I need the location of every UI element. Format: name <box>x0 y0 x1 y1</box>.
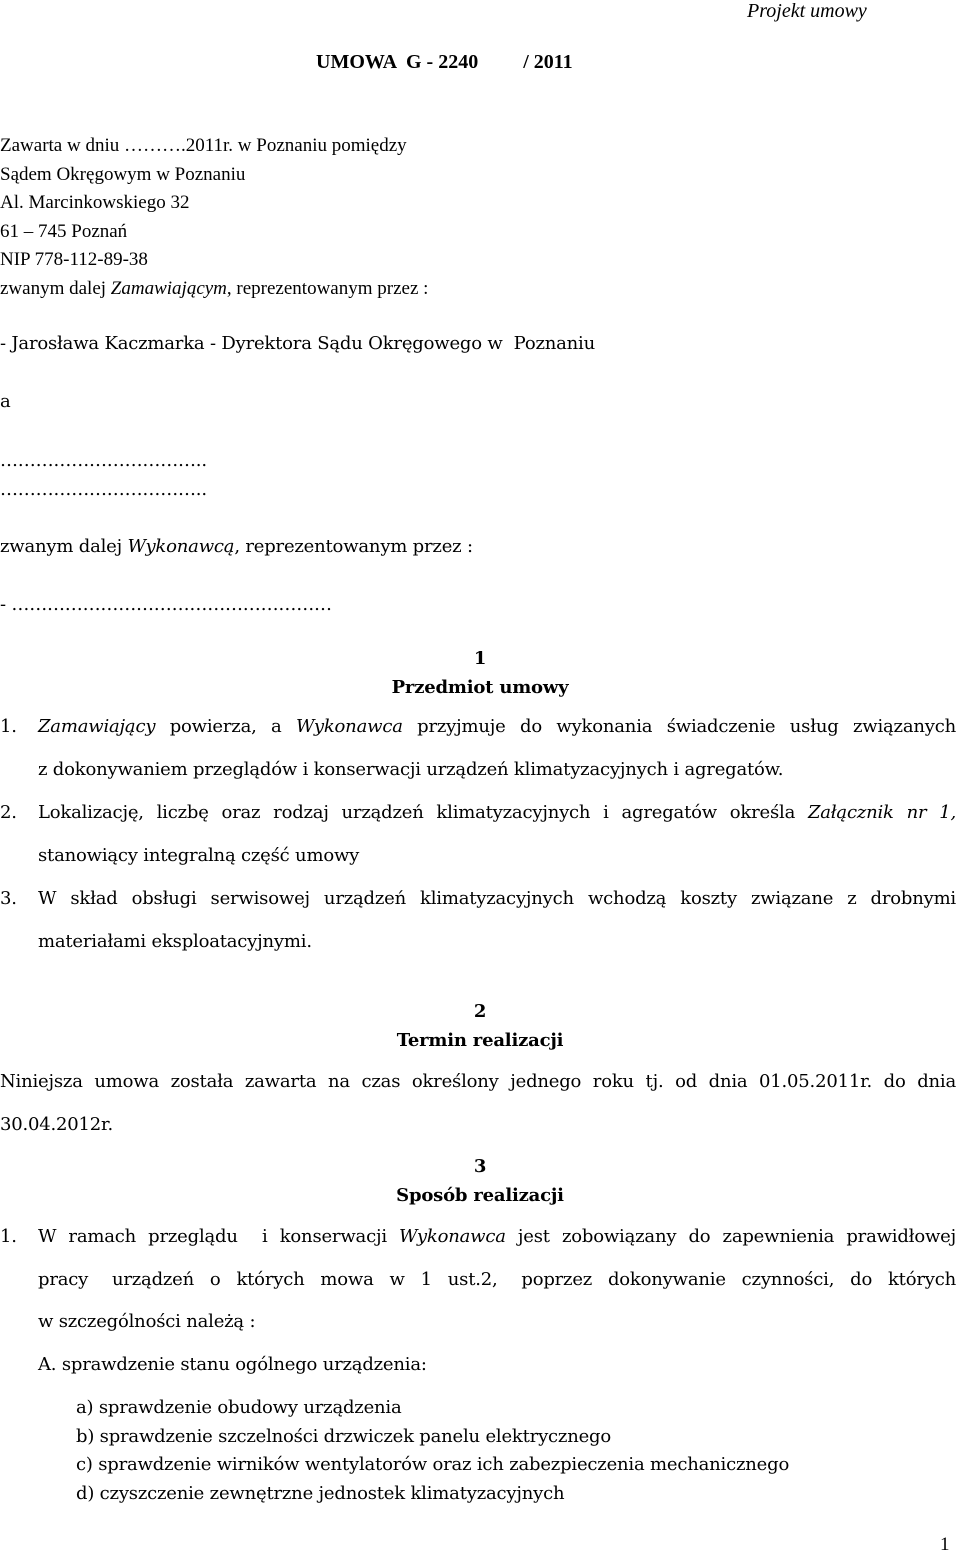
page-number: 1 <box>940 1534 950 1555</box>
court-street: Al. Marcinkowskiego 32 <box>0 192 190 213</box>
s3-p1-line2-a: pracy urządzeń o których mowa w <box>38 1269 413 1290</box>
s1-p1-line1 <box>38 716 956 737</box>
s1-p1-rest: przyjmuje do wykonania świadczenie usług związanych <box>402 716 956 737</box>
section-1-number: 1 <box>473 648 487 669</box>
section-3-heading: Sposób realizacji <box>396 1185 564 1206</box>
ordering-suffix: , reprezentowanym przez : <box>226 278 429 299</box>
s1-p2-annex: Załącznik nr 1, <box>807 802 956 823</box>
s1-p2-line1 <box>38 802 956 823</box>
s2-line1: Niniejsza umowa została zawarta na czas określony jednego roku tj. od dnia 01.05.2011r. do dnia <box>0 1071 956 1092</box>
s1-p1-mid: powierza, a <box>155 716 296 737</box>
section-3-number: 3 <box>473 1156 487 1177</box>
ordering-representative: - Jarosława Kaczmarka - Dyrektora Sądu Okręgowego w Poznaniu <box>0 333 596 354</box>
contractor-name-blank: …………………………….. <box>0 450 207 471</box>
ordering-prefix: zwanym dalej <box>0 278 111 299</box>
court-city: 61 – 745 Poznań <box>0 221 128 242</box>
contractor-suffix: , reprezentowanym przez : <box>234 536 473 557</box>
contractor-line <box>0 536 473 557</box>
s3-subhead: A. sprawdzenie stanu ogólnego urządzenia: <box>38 1354 427 1375</box>
s3-p1-role: Wykonawca <box>399 1226 506 1247</box>
s1-p1-line2: z dokonywaniem przeglądów i konserwacji urządzeń klimatyzacyjnych i agregatów. <box>38 759 784 780</box>
s3-p1-a: W ramach przeglądu i konserwacji <box>38 1226 400 1247</box>
contractor-address-blank: …………………………….. <box>0 479 207 500</box>
ordering-role: Zamawiającym <box>110 278 227 299</box>
conjunction-a: a <box>0 391 11 412</box>
contract-intro: Zawarta w dniu ……….2011r. w Poznaniu pomiędzy <box>0 135 407 156</box>
s1-p3-number: 3. <box>0 888 17 909</box>
s3-p1-line2 <box>38 1269 956 1290</box>
ordering-party-line <box>0 278 428 300</box>
list-item: a) sprawdzenie obudowy urządzenia <box>76 1397 402 1418</box>
s3-p1-line1 <box>38 1226 956 1247</box>
s1-p3-line1: W skład obsługi serwisowej urządzeń klimatyzacyjnych wchodzą koszty związane z drobnymi <box>38 888 956 909</box>
section-2-number: 2 <box>473 1001 487 1022</box>
court-name: Sądem Okręgowym w Poznaniu <box>0 164 246 185</box>
s1-p1-role-ordering: Zamawiający <box>38 716 156 737</box>
s2-line2: 30.04.2012r. <box>0 1114 114 1135</box>
contractor-role: Wykonawcą <box>127 536 235 557</box>
s3-p1-line2-b: 1 ust.2, poprzez dokonywanie czynności, do których <box>412 1269 957 1290</box>
contractor-prefix: zwanym dalej <box>0 536 128 557</box>
s1-p3-line2: materiałami eksploatacyjnymi. <box>38 931 312 952</box>
section-2-heading: Termin realizacji <box>396 1030 564 1051</box>
s3-p1-line3: w szczególności należą : <box>38 1311 256 1332</box>
contract-title: UMOWA G - 2240 / 2011 <box>316 51 573 73</box>
s3-p1-number: 1. <box>0 1226 17 1247</box>
s1-p2-line2: stanowiący integralną część umowy <box>38 845 360 866</box>
list-item: d) czyszczenie zewnętrzne jednostek klimatyzacyjnych <box>76 1483 565 1504</box>
s1-p1-number: 1. <box>0 716 17 737</box>
s1-p1-role-contractor: Wykonawca <box>295 716 403 737</box>
s3-p1-b: jest zobowiązany do zapewnienia prawidłowej <box>505 1226 956 1247</box>
list-item: b) sprawdzenie szczelności drzwiczek panelu elektrycznego <box>76 1426 612 1447</box>
contractor-representative: - ……………………………………………… <box>0 594 332 615</box>
section-1-heading: Przedmiot umowy <box>391 677 569 698</box>
s1-p2-text: Lokalizację, liczbę oraz rodzaj urządzeń klimatyzacyjnych i agregatów określa <box>38 802 808 823</box>
draft-label: Projekt umowy <box>747 0 867 22</box>
list-item: c) sprawdzenie wirników wentylatorów oraz ich zabezpieczenia mechanicznego <box>76 1454 790 1475</box>
s1-p2-number: 2. <box>0 802 17 823</box>
court-nip: NIP 778-112-89-38 <box>0 249 148 270</box>
